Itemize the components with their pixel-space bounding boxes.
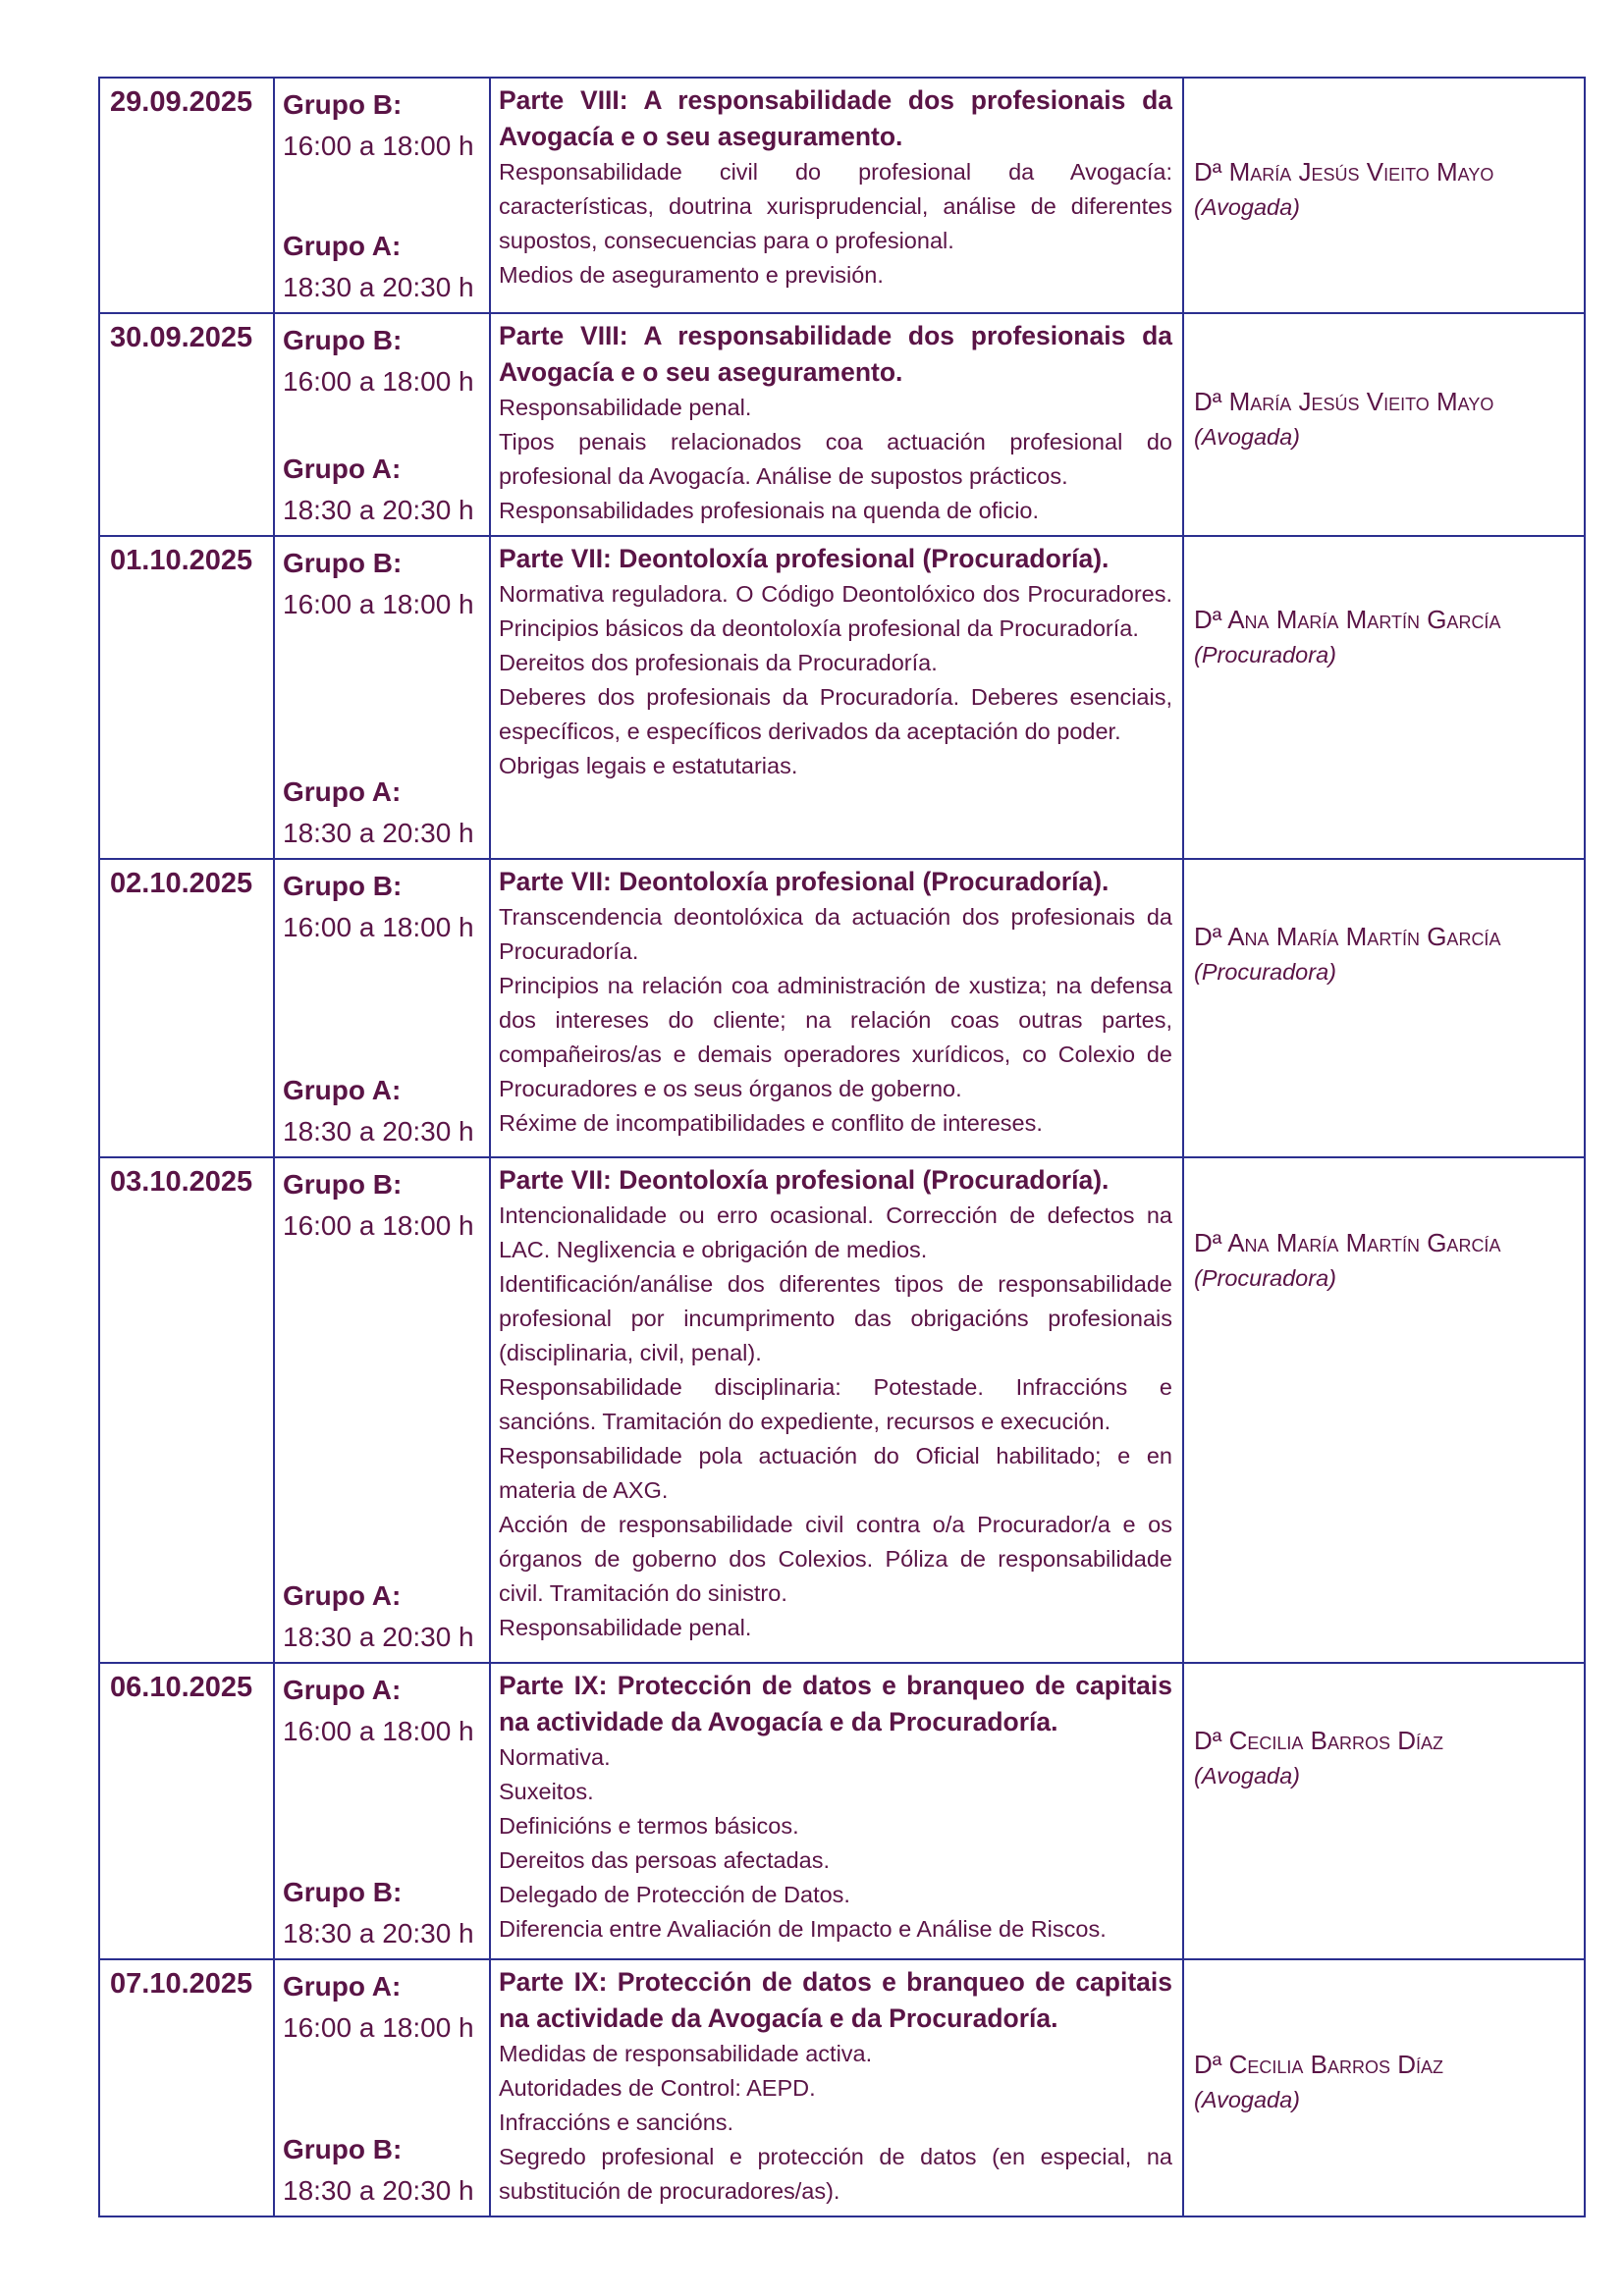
date-cell (99, 1959, 274, 2216)
session-title: Parte VIII: A responsabilidade dos profesionais da Avogacía e o seu aseguramento. (499, 321, 1172, 387)
group-block (283, 1164, 489, 1247)
group-block (283, 1966, 489, 2049)
topic-line: Deberes dos profesionais da Procuradoría. Deberes esenciais, específicos, e específicos derivados da aceptación do poder. (499, 684, 1172, 744)
speaker-role: (Avogada) (1194, 423, 1300, 450)
topic-line: Infraccións e sancións. (499, 2109, 734, 2135)
topic-line: Dereitos dos profesionais da Procuradoría. (499, 650, 938, 675)
session-content (491, 1158, 1182, 1651)
session-row (99, 859, 1585, 1157)
speaker-block (1184, 1664, 1584, 1958)
date-cell (99, 78, 274, 313)
group-time: 16:00 a 18:00 h (283, 1716, 474, 1746)
topic-line: Segredo profesional e protección de datos (en especial, na substitución de procuradores/as). (499, 2144, 1172, 2204)
session-title: Parte VII: Deontoloxía profesional (Procuradoría). (499, 544, 1110, 573)
group-block (283, 866, 489, 948)
session-row (99, 1959, 1585, 2216)
group-block (283, 1575, 489, 1658)
content-cell (490, 1663, 1183, 1959)
group-name: Grupo A: (283, 454, 402, 484)
speaker-role: (Avogada) (1194, 194, 1300, 220)
speaker-role: (Procuradora) (1194, 959, 1336, 985)
session-row (99, 1663, 1585, 1959)
groups-cell (274, 1959, 490, 2216)
schedule-body (99, 78, 1585, 2216)
date-cell (99, 313, 274, 536)
content-cell (490, 1959, 1183, 2216)
topic-line: Responsabilidade civil do profesional da Avogacía: características, doutrina xurisprudencial, análise de diferentes supostos, consecuencias para o profesional. (499, 159, 1172, 253)
content-cell (490, 313, 1183, 536)
speaker-cell (1183, 1663, 1585, 1959)
group-block (283, 543, 489, 625)
group-block (283, 772, 489, 854)
speaker-role: (Procuradora) (1194, 1265, 1336, 1291)
speaker-block (1184, 314, 1584, 535)
group-time: 16:00 a 18:00 h (283, 366, 474, 397)
group-name: Grupo A: (283, 776, 402, 807)
session-date: 01.10.2025 (110, 545, 253, 576)
topic-line: Medios de aseguramento e previsión. (499, 262, 884, 288)
topic-line: Normativa reguladora. O Código Deontolóxico dos Procuradores. Principios básicos da deontoloxía profesional da Procuradoría. (499, 581, 1172, 641)
date-cell (99, 1157, 274, 1663)
group-time: 16:00 a 18:00 h (283, 131, 474, 161)
topic-line: Responsabilidade penal. (499, 1615, 752, 1640)
session-content (491, 860, 1182, 1147)
speaker-name: Dª Cecilia Barros Díaz (1194, 1726, 1444, 1755)
session-row (99, 313, 1585, 536)
group-block (283, 449, 489, 531)
group-time: 16:00 a 18:00 h (283, 1210, 474, 1241)
groups-cell (274, 859, 490, 1157)
topic-line: Diferencia entre Avaliación de Impacto e Análise de Riscos. (499, 1916, 1107, 1942)
session-title: Parte VII: Deontoloxía profesional (Procuradoría). (499, 867, 1110, 896)
session-date: 29.09.2025 (110, 86, 253, 118)
groups-list (275, 537, 489, 858)
speaker-block (1184, 1960, 1584, 2216)
topic-line: Medidas de responsabilidade activa. (499, 2041, 873, 2066)
session-row (99, 78, 1585, 313)
speaker-block (1184, 537, 1584, 858)
session-date: 30.09.2025 (110, 322, 253, 353)
session-date: 06.10.2025 (110, 1672, 253, 1703)
speaker-cell (1183, 78, 1585, 313)
topic-line: Acción de responsabilidade civil contra o/a Procurador/a e os órganos de goberno dos Colexios. Póliza de responsabilidade civil. Tramitación do sinistro. (499, 1512, 1172, 1606)
session-date: 03.10.2025 (110, 1166, 253, 1198)
group-time: 16:00 a 18:00 h (283, 2012, 474, 2043)
session-content (491, 537, 1182, 789)
content-cell (490, 859, 1183, 1157)
topic-line: Definicións e termos básicos. (499, 1813, 799, 1839)
group-name: Grupo A: (283, 1675, 402, 1705)
topic-line: Delegado de Protección de Datos. (499, 1882, 850, 1907)
group-block (283, 1670, 489, 1752)
session-content (491, 1960, 1182, 2215)
session-date: 07.10.2025 (110, 1968, 253, 2000)
groups-list (275, 79, 489, 312)
session-content (491, 1664, 1182, 1952)
date-cell (99, 536, 274, 859)
speaker-role: (Avogada) (1194, 2087, 1300, 2112)
group-time: 18:30 a 20:30 h (283, 2175, 474, 2206)
groups-list (275, 1158, 489, 1662)
speaker-cell (1183, 1157, 1585, 1663)
speaker-cell (1183, 536, 1585, 859)
topic-line: Intencionalidade ou erro ocasional. Corrección de defectos na LAC. Neglixencia e obrigación de medios. (499, 1202, 1172, 1262)
groups-cell (274, 536, 490, 859)
speaker-cell (1183, 1959, 1585, 2216)
session-content (491, 79, 1182, 298)
group-time: 18:30 a 20:30 h (283, 1622, 474, 1652)
group-name: Grupo A: (283, 1971, 402, 2002)
group-time: 18:30 a 20:30 h (283, 1918, 474, 1949)
session-row (99, 536, 1585, 859)
group-block (283, 226, 489, 308)
group-block (283, 320, 489, 402)
group-name: Grupo B: (283, 325, 403, 355)
schedule-table (98, 77, 1586, 2217)
topic-line: Tipos penais relacionados coa actuación profesional do profesional da Avogacía. Análise de supostos prácticos. (499, 429, 1172, 489)
topic-line: Obrigas legais e estatutarias. (499, 753, 798, 778)
groups-cell (274, 313, 490, 536)
group-time: 18:30 a 20:30 h (283, 272, 474, 302)
speaker-block (1184, 1158, 1584, 1662)
speaker-name: Dª María Jesús Vieito Mayo (1194, 386, 1494, 416)
speaker-cell (1183, 859, 1585, 1157)
group-name: Grupo B: (283, 1169, 403, 1200)
group-time: 18:30 a 20:30 h (283, 1116, 474, 1147)
groups-cell (274, 1157, 490, 1663)
group-block (283, 1872, 489, 1954)
group-name: Grupo B: (283, 2134, 403, 2164)
topic-line: Normativa. (499, 1744, 611, 1770)
group-time: 18:30 a 20:30 h (283, 495, 474, 525)
speaker-name: Dª Ana María Martín García (1194, 605, 1501, 634)
group-block (283, 84, 489, 167)
speaker-block (1184, 860, 1584, 1156)
content-cell (490, 78, 1183, 313)
groups-list (275, 314, 489, 535)
speaker-role: (Procuradora) (1194, 642, 1336, 667)
content-cell (490, 536, 1183, 859)
date-cell (99, 1663, 274, 1959)
speaker-name: Dª Ana María Martín García (1194, 1228, 1501, 1257)
group-block (283, 2129, 489, 2212)
group-time: 16:00 a 18:00 h (283, 589, 474, 619)
topic-line: Responsabilidade pola actuación do Oficial habilitado; e en materia de AXG. (499, 1443, 1172, 1503)
date-cell (99, 859, 274, 1157)
group-name: Grupo A: (283, 1075, 402, 1105)
topic-line: Responsabilidade disciplinaria: Potestade. Infraccións e sancións. Tramitación do expediente, recursos e execución. (499, 1374, 1172, 1434)
group-name: Grupo A: (283, 1580, 402, 1611)
group-name: Grupo B: (283, 1877, 403, 1907)
content-cell (490, 1157, 1183, 1663)
topic-line: Autoridades de Control: AEPD. (499, 2075, 816, 2101)
topic-line: Principios na relación coa administración de xustiza; na defensa dos intereses do cliente; na relación coas outras partes, compañeiros/as e demais operadores xurídicos, co Colexio de Procuradores e os seus órganos de goberno. (499, 973, 1172, 1101)
topic-line: Identificación/análise dos diferentes tipos de responsabilidade profesional por incumprimento das obrigacións profesionais (disciplinaria, civil, penal). (499, 1271, 1172, 1365)
topic-line: Suxeitos. (499, 1779, 594, 1804)
groups-list (275, 1960, 489, 2216)
topic-line: Réxime de incompatibilidades e conflito de intereses. (499, 1110, 1043, 1136)
session-title: Parte VIII: A responsabilidade dos profesionais da Avogacía e o seu aseguramento. (499, 85, 1172, 151)
groups-cell (274, 1663, 490, 1959)
speaker-block (1184, 79, 1584, 312)
group-name: Grupo B: (283, 89, 403, 120)
groups-list (275, 860, 489, 1156)
session-content (491, 314, 1182, 534)
topic-line: Responsabilidades profesionais na quenda de oficio. (499, 498, 1040, 523)
groups-cell (274, 78, 490, 313)
speaker-name: Dª Cecilia Barros Díaz (1194, 2050, 1444, 2079)
topic-line: Responsabilidade penal. (499, 395, 752, 420)
session-date: 02.10.2025 (110, 868, 253, 899)
session-title: Parte IX: Protección de datos e branqueo de capitais na actividade da Avogacía e da Procuradoría. (499, 1671, 1172, 1736)
group-time: 18:30 a 20:30 h (283, 818, 474, 848)
topic-line: Transcendencia deontolóxica da actuación dos profesionais da Procuradoría. (499, 904, 1172, 964)
group-name: Grupo A: (283, 231, 402, 261)
group-name: Grupo B: (283, 548, 403, 578)
session-title: Parte IX: Protección de datos e branqueo de capitais na actividade da Avogacía e da Procuradoría. (499, 1967, 1172, 2033)
session-title: Parte VII: Deontoloxía profesional (Procuradoría). (499, 1165, 1110, 1195)
group-name: Grupo B: (283, 871, 403, 901)
speaker-role: (Avogada) (1194, 1763, 1300, 1789)
speaker-cell (1183, 313, 1585, 536)
speaker-name: Dª María Jesús Vieito Mayo (1194, 157, 1494, 187)
groups-list (275, 1664, 489, 1958)
topic-line: Dereitos das persoas afectadas. (499, 1847, 831, 1873)
group-block (283, 1070, 489, 1152)
session-row (99, 1157, 1585, 1663)
group-time: 16:00 a 18:00 h (283, 912, 474, 942)
speaker-name: Dª Ana María Martín García (1194, 922, 1501, 951)
